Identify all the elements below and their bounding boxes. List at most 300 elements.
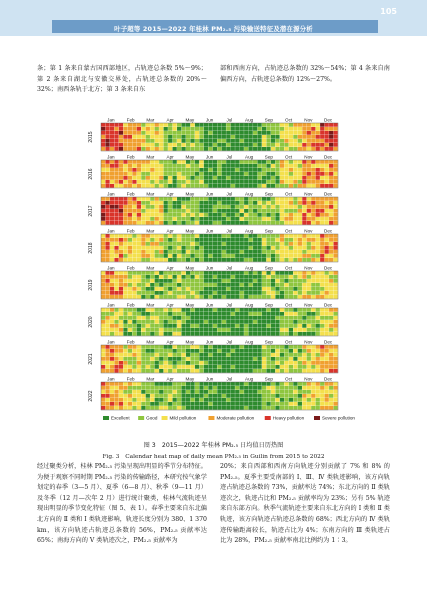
day-cell	[280, 168, 284, 172]
day-cell	[199, 295, 203, 299]
day-cell	[253, 254, 257, 258]
day-cell	[222, 213, 226, 217]
day-cell	[231, 246, 235, 250]
day-cell	[190, 394, 194, 398]
day-cell	[298, 382, 302, 386]
day-cell	[293, 213, 297, 217]
day-cell	[284, 254, 288, 258]
day-cell	[195, 143, 199, 147]
day-cell	[280, 205, 284, 209]
day-cell	[137, 283, 141, 287]
day-cell	[249, 250, 253, 254]
month-label: Aug	[245, 117, 254, 123]
day-cell	[114, 205, 118, 209]
day-cell	[159, 176, 163, 180]
day-cell	[168, 369, 172, 373]
day-cell	[128, 295, 132, 299]
day-cell	[181, 316, 185, 320]
day-cell	[128, 353, 132, 357]
day-cell	[137, 160, 141, 164]
day-cell	[226, 308, 230, 312]
day-cell	[204, 160, 208, 164]
day-cell	[240, 176, 244, 180]
day-cell	[307, 308, 311, 312]
day-cell	[141, 160, 145, 164]
day-cell	[137, 275, 141, 279]
day-cell	[181, 201, 185, 205]
day-cell	[217, 234, 221, 238]
day-cell	[266, 361, 270, 365]
day-cell	[146, 139, 150, 143]
day-cell	[128, 287, 132, 291]
day-cell	[177, 234, 181, 238]
day-cell	[195, 406, 199, 410]
day-cell	[249, 398, 253, 402]
day-cell	[226, 365, 230, 369]
day-cell	[114, 197, 118, 201]
day-cell	[146, 386, 150, 390]
day-cell	[244, 197, 248, 201]
day-cell	[173, 209, 177, 213]
day-cell	[199, 205, 203, 209]
day-cell	[329, 242, 333, 246]
day-cell	[320, 246, 324, 250]
day-cell	[150, 123, 154, 127]
day-cell	[280, 160, 284, 164]
day-cell	[195, 345, 199, 349]
day-cell	[177, 135, 181, 139]
day-cell	[222, 402, 226, 406]
day-cell	[195, 402, 199, 406]
day-cell	[240, 308, 244, 312]
day-cell	[177, 238, 181, 242]
day-cell	[284, 406, 288, 410]
day-cell	[334, 123, 338, 127]
month-label: Jul	[226, 228, 233, 234]
day-cell	[249, 369, 253, 373]
day-cell	[123, 234, 127, 238]
day-cell	[114, 369, 118, 373]
day-cell	[199, 287, 203, 291]
day-cell	[164, 328, 168, 332]
day-cell	[213, 197, 217, 201]
day-cell	[289, 201, 293, 205]
day-cell	[280, 221, 284, 225]
day-cell	[141, 275, 145, 279]
day-cell	[101, 221, 105, 225]
day-cell	[231, 287, 235, 291]
day-cell	[262, 176, 266, 180]
day-cell	[298, 357, 302, 361]
day-cell	[262, 209, 266, 213]
day-cell	[204, 369, 208, 373]
day-cell	[258, 143, 262, 147]
day-cell	[258, 139, 262, 143]
month-label: Oct	[285, 265, 293, 271]
day-cell	[222, 369, 226, 373]
day-cell	[173, 345, 177, 349]
day-cell	[105, 398, 109, 402]
day-cell	[159, 279, 163, 283]
day-cell	[280, 254, 284, 258]
day-cell	[150, 205, 154, 209]
day-cell	[325, 271, 329, 275]
day-cell	[298, 275, 302, 279]
day-cell	[289, 271, 293, 275]
day-cell	[164, 357, 168, 361]
day-cell	[217, 127, 221, 131]
day-cell	[208, 271, 212, 275]
day-cell	[137, 213, 141, 217]
day-cell	[114, 353, 118, 357]
day-cell	[204, 217, 208, 221]
day-cell	[128, 205, 132, 209]
day-cell	[334, 258, 338, 262]
day-cell	[181, 295, 185, 299]
day-cell	[289, 250, 293, 254]
day-cell	[284, 176, 288, 180]
day-cell	[123, 295, 127, 299]
day-cell	[128, 320, 132, 324]
day-cell	[123, 205, 127, 209]
day-cell	[320, 209, 324, 213]
day-cell	[155, 332, 159, 336]
day-cell	[280, 279, 284, 283]
day-cell	[325, 123, 329, 127]
day-cell	[262, 217, 266, 221]
day-cell	[114, 213, 118, 217]
day-cell	[289, 197, 293, 201]
day-cell	[307, 254, 311, 258]
day-cell	[186, 283, 190, 287]
day-cell	[105, 324, 109, 328]
day-cell	[302, 328, 306, 332]
day-cell	[208, 382, 212, 386]
day-cell	[222, 258, 226, 262]
day-cell	[177, 353, 181, 357]
day-cell	[258, 172, 262, 176]
day-cell	[155, 275, 159, 279]
day-cell	[217, 275, 221, 279]
day-cell	[231, 279, 235, 283]
legend-label: Severe pollution	[322, 415, 355, 421]
day-cell	[271, 324, 275, 328]
day-cell	[190, 242, 194, 246]
day-cell	[177, 406, 181, 410]
day-cell	[298, 332, 302, 336]
day-cell	[240, 205, 244, 209]
day-cell	[173, 135, 177, 139]
day-cell	[240, 131, 244, 135]
day-cell	[271, 357, 275, 361]
day-cell	[137, 308, 141, 312]
day-cell	[128, 213, 132, 217]
bottom-text-right: 20%；来自西部和西南方向轨迹分别贡献了 7% 和 8% 的 PM₂.₅。夏季主要受南部的 Ⅰ、Ⅲ、Ⅳ 类轨迹影响，该方向轨迹占轨迹总条数的 73%，贡献率达 74%；东北方向的 Ⅱ 类轨迹次之，轨迹占比和 PM₂.₅ 贡献率均为 23%；另有 5% 轨迹来自东部方向。秋季气流轨迹主要来自东北方向的 Ⅰ 类和 Ⅱ 类轨迹，该方向轨迹占轨迹总条数的 68%；西北方向的 Ⅳ 类轨迹传输距离较长，轨迹占比为 4%；东南方向的 Ⅲ 类轨迹占比为 28%，PM₂.₅ 贡献率南北比例约为 1∶3。	[220, 463, 390, 545]
day-cell	[150, 328, 154, 332]
day-cell	[105, 217, 109, 221]
month-label: Jun	[205, 117, 214, 123]
day-cell	[217, 209, 221, 213]
day-cell	[271, 242, 275, 246]
day-cell	[298, 345, 302, 349]
day-cell	[325, 258, 329, 262]
day-cell	[128, 209, 132, 213]
day-cell	[244, 295, 248, 299]
day-cell	[141, 172, 145, 176]
day-cell	[132, 345, 136, 349]
day-cell	[244, 365, 248, 369]
day-cell	[311, 312, 315, 316]
day-cell	[266, 217, 270, 221]
day-cell	[253, 357, 257, 361]
day-cell	[101, 197, 105, 201]
day-cell	[266, 197, 270, 201]
day-cell	[177, 201, 181, 205]
day-cell	[146, 332, 150, 336]
day-cell	[128, 234, 132, 238]
day-cell	[325, 143, 329, 147]
day-cell	[128, 332, 132, 336]
day-cell	[146, 205, 150, 209]
day-cell	[168, 394, 172, 398]
day-cell	[249, 234, 253, 238]
day-cell	[137, 209, 141, 213]
day-cell	[177, 345, 181, 349]
day-cell	[258, 398, 262, 402]
day-cell	[168, 308, 172, 312]
day-cell	[249, 201, 253, 205]
day-cell	[307, 127, 311, 131]
day-cell	[258, 258, 262, 262]
day-cell	[325, 283, 329, 287]
day-cell	[155, 287, 159, 291]
day-cell	[137, 324, 141, 328]
day-cell	[325, 275, 329, 279]
day-cell	[240, 332, 244, 336]
day-cell	[105, 127, 109, 131]
day-cell	[213, 123, 217, 127]
day-cell	[217, 349, 221, 353]
day-cell	[164, 279, 168, 283]
day-cell	[181, 127, 185, 131]
day-cell	[168, 316, 172, 320]
legend-label: Good	[146, 415, 158, 421]
day-cell	[181, 234, 185, 238]
day-cell	[240, 139, 244, 143]
day-cell	[137, 238, 141, 242]
day-cell	[334, 394, 338, 398]
day-cell	[289, 180, 293, 184]
day-cell	[110, 238, 114, 242]
day-cell	[208, 345, 212, 349]
day-cell	[329, 275, 333, 279]
day-cell	[141, 402, 145, 406]
day-cell	[271, 390, 275, 394]
day-cell	[258, 308, 262, 312]
day-cell	[137, 345, 141, 349]
day-cell	[137, 287, 141, 291]
day-cell	[101, 217, 105, 221]
day-cell	[258, 271, 262, 275]
month-label: Feb	[126, 117, 135, 123]
day-cell	[190, 328, 194, 332]
day-cell	[168, 168, 172, 172]
day-cell	[249, 176, 253, 180]
day-cell	[105, 271, 109, 275]
day-cell	[195, 242, 199, 246]
day-cell	[208, 402, 212, 406]
day-cell	[235, 139, 239, 143]
day-cell	[226, 258, 230, 262]
day-cell	[231, 139, 235, 143]
day-cell	[316, 234, 320, 238]
day-cell	[280, 147, 284, 151]
day-cell	[105, 369, 109, 373]
legend-swatch	[314, 416, 320, 420]
day-cell	[141, 386, 145, 390]
day-cell	[307, 205, 311, 209]
day-cell	[271, 135, 275, 139]
day-cell	[101, 143, 105, 147]
day-cell	[235, 184, 239, 188]
day-cell	[302, 127, 306, 131]
day-cell	[311, 394, 315, 398]
day-cell	[132, 168, 136, 172]
day-cell	[208, 279, 212, 283]
day-cell	[253, 184, 257, 188]
day-cell	[226, 209, 230, 213]
day-cell	[208, 332, 212, 336]
day-cell	[235, 123, 239, 127]
day-cell	[186, 143, 190, 147]
day-cell	[141, 254, 145, 258]
day-cell	[195, 184, 199, 188]
day-cell	[302, 398, 306, 402]
day-cell	[334, 312, 338, 316]
day-cell	[199, 139, 203, 143]
day-cell	[141, 217, 145, 221]
day-cell	[231, 324, 235, 328]
day-cell	[266, 324, 270, 328]
day-cell	[101, 312, 105, 316]
day-cell	[181, 287, 185, 291]
day-cell	[101, 164, 105, 168]
day-cell	[173, 295, 177, 299]
day-cell	[105, 197, 109, 201]
day-cell	[101, 180, 105, 184]
day-cell	[298, 386, 302, 390]
day-cell	[235, 209, 239, 213]
day-cell	[181, 320, 185, 324]
calendar-heatmap	[83, 114, 355, 434]
day-cell	[244, 271, 248, 275]
day-cell	[181, 345, 185, 349]
day-cell	[190, 398, 194, 402]
day-cell	[181, 123, 185, 127]
day-cell	[231, 357, 235, 361]
day-cell	[128, 406, 132, 410]
day-cell	[325, 168, 329, 172]
day-cell	[168, 184, 172, 188]
year-label: 2017	[88, 205, 94, 217]
day-cell	[186, 271, 190, 275]
day-cell	[325, 353, 329, 357]
day-cell	[146, 164, 150, 168]
day-cell	[177, 176, 181, 180]
day-cell	[307, 176, 311, 180]
day-cell	[235, 213, 239, 217]
day-cell	[307, 242, 311, 246]
day-cell	[164, 369, 168, 373]
day-cell	[235, 287, 239, 291]
day-cell	[307, 287, 311, 291]
day-cell	[275, 139, 279, 143]
day-cell	[266, 180, 270, 184]
day-cell	[266, 131, 270, 135]
day-cell	[253, 328, 257, 332]
day-cell	[155, 234, 159, 238]
day-cell	[271, 398, 275, 402]
day-cell	[325, 238, 329, 242]
day-cell	[325, 291, 329, 295]
day-cell	[334, 332, 338, 336]
day-cell	[195, 398, 199, 402]
day-cell	[329, 369, 333, 373]
day-cell	[298, 143, 302, 147]
day-cell	[334, 168, 338, 172]
month-label: May	[185, 154, 195, 160]
day-cell	[289, 139, 293, 143]
day-cell	[244, 254, 248, 258]
day-cell	[253, 291, 257, 295]
day-cell	[289, 131, 293, 135]
day-cell	[137, 386, 141, 390]
day-cell	[244, 139, 248, 143]
day-cell	[275, 291, 279, 295]
day-cell	[311, 320, 315, 324]
day-cell	[199, 394, 203, 398]
day-cell	[280, 139, 284, 143]
day-cell	[204, 168, 208, 172]
day-cell	[329, 328, 333, 332]
day-cell	[199, 312, 203, 316]
day-cell	[325, 164, 329, 168]
day-cell	[320, 291, 324, 295]
day-cell	[123, 254, 127, 258]
day-cell	[275, 349, 279, 353]
day-cell	[258, 324, 262, 328]
day-cell	[181, 184, 185, 188]
day-cell	[244, 176, 248, 180]
day-cell	[334, 390, 338, 394]
day-cell	[146, 197, 150, 201]
day-cell	[213, 254, 217, 258]
day-cell	[235, 345, 239, 349]
day-cell	[164, 295, 168, 299]
day-cell	[235, 160, 239, 164]
day-cell	[190, 168, 194, 172]
day-cell	[235, 398, 239, 402]
day-cell	[244, 287, 248, 291]
day-cell	[311, 382, 315, 386]
day-cell	[226, 312, 230, 316]
day-cell	[307, 316, 311, 320]
day-cell	[235, 168, 239, 172]
day-cell	[284, 238, 288, 242]
day-cell	[173, 275, 177, 279]
day-cell	[253, 316, 257, 320]
day-cell	[123, 209, 127, 213]
